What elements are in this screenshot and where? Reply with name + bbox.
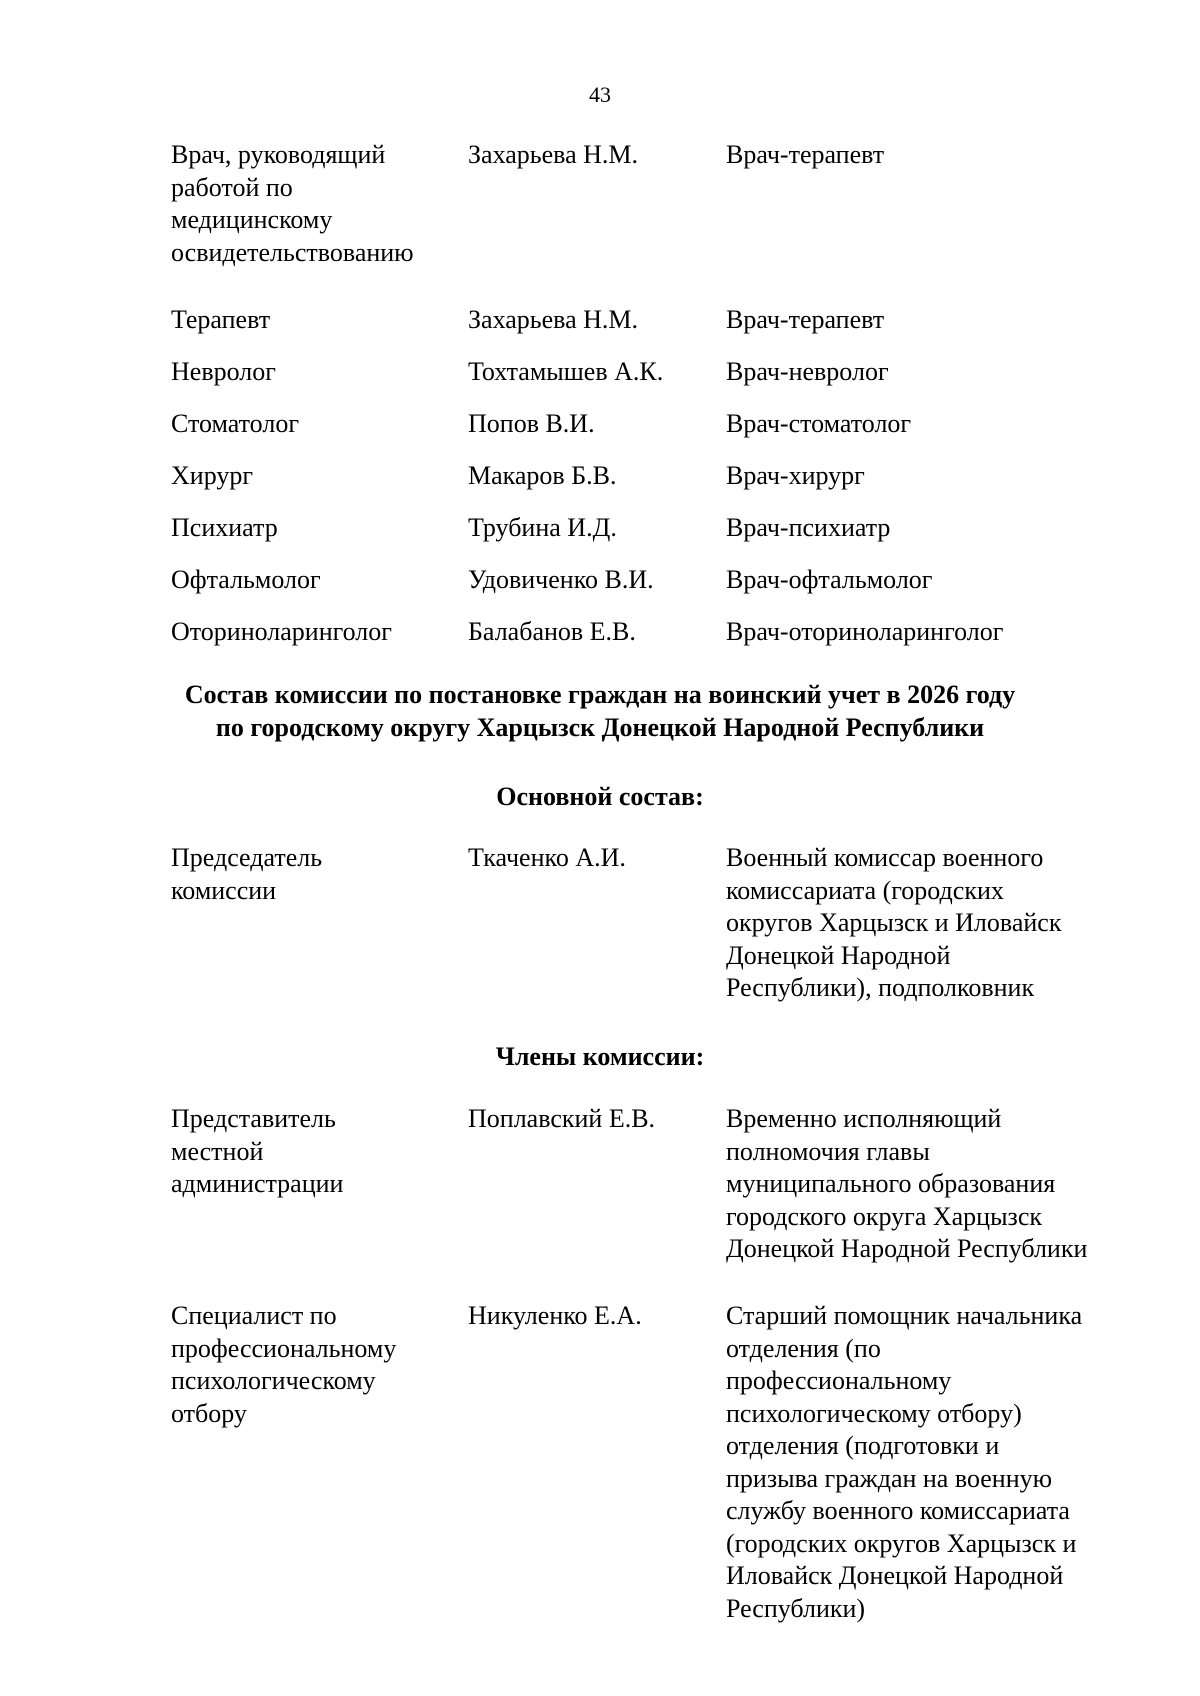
- section-title: Состав комиссии по постановке граждан на воинский учет в 2026 году: [184, 680, 1016, 709]
- position-cell: Врач-терапевт: [726, 140, 885, 169]
- position-cell: Врач-невролог: [726, 357, 889, 386]
- name-cell: Поплавский Е.В.: [468, 1104, 656, 1133]
- name-cell: Захарьева Н.М.: [468, 305, 639, 334]
- section-title: по городскому округу Харцызск Донецкой Народной Республики: [215, 713, 985, 742]
- role-cell: Хирург: [171, 461, 254, 490]
- name-cell: Трубина И.Д.: [468, 513, 617, 542]
- members-heading: Члены комиссии:: [495, 1042, 705, 1071]
- position-cell: Старший помощник начальника отделения (по профессиональному психологическому отбору) отделения (подготовки и призыва граждан на военную службу военного комиссариата (городских округов Харцызск и Иловайск Донецкой Народной Республики): [726, 1301, 1083, 1623]
- position-cell: Врач-хирург: [726, 461, 865, 490]
- role-cell: Офтальмолог: [171, 565, 321, 594]
- main-composition-heading: Основной состав:: [496, 782, 704, 811]
- position-cell: Военный комиссар военного комиссариата (городских округов Харцызск и Иловайск Донецкой Народной Республики), подполковник: [726, 843, 1062, 1002]
- name-cell: Попов В.И.: [468, 409, 595, 438]
- position-cell: Врач-терапевт: [726, 305, 885, 334]
- name-cell: Захарьева Н.М.: [468, 140, 639, 169]
- role-cell: Оториноларинголог: [171, 617, 392, 646]
- role-cell: Терапевт: [171, 305, 271, 334]
- role-cell: Специалист по профессиональному психологическому отбору: [171, 1301, 397, 1428]
- name-cell: Макаров Б.В.: [468, 461, 617, 490]
- name-cell: Балабанов Е.В.: [468, 617, 636, 646]
- position-cell: Врач-стоматолог: [726, 409, 912, 438]
- name-cell: Ткаченко А.И.: [468, 843, 626, 872]
- position-cell: Врач-психиатр: [726, 513, 891, 542]
- role-cell: Представитель местной администрации: [171, 1104, 344, 1198]
- name-cell: Никуленко Е.А.: [468, 1301, 642, 1330]
- role-cell: Психиатр: [171, 513, 278, 542]
- role-cell: Врач, руководящий работой по медицинскому освидетельствованию: [171, 140, 414, 267]
- role-cell: Невролог: [171, 357, 276, 386]
- role-cell: Председатель комиссии: [171, 843, 323, 905]
- position-cell: Временно исполняющий полномочия главы муниципального образования городского округа Харцызск Донецкой Народной Республики: [726, 1104, 1088, 1263]
- position-cell: Врач-оториноларинголог: [726, 617, 1004, 646]
- role-cell: Стоматолог: [171, 409, 299, 438]
- name-cell: Тохтамышев А.К.: [468, 357, 664, 386]
- position-cell: Врач-офтальмолог: [726, 565, 933, 594]
- name-cell: Удовиченко В.И.: [468, 565, 654, 594]
- page-number: 43: [589, 82, 611, 107]
